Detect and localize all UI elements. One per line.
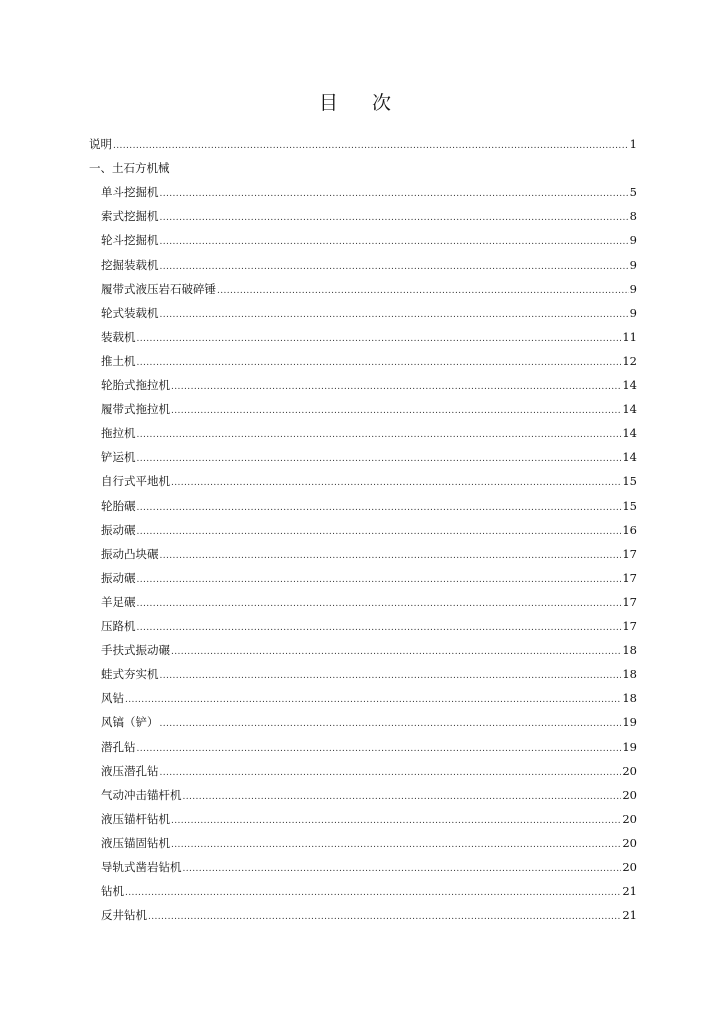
toc-entry-label: 说明 (89, 137, 112, 151)
toc-entry-label: 蛙式夯实机 (101, 667, 159, 682)
toc-leader-dots (137, 425, 622, 445)
toc-page-number: 16 (622, 522, 637, 537)
toc-leader-dots (125, 690, 621, 710)
toc-leader-dots (171, 811, 621, 831)
toc-leader-dots (160, 232, 629, 252)
toc-leader-dots (137, 329, 622, 349)
toc-page-number: 21 (622, 884, 637, 899)
toc-entry-label: 风镐（铲） (101, 715, 159, 730)
toc-entry-label: 轮胎碾 (101, 498, 136, 513)
toc-entry[interactable] (101, 712, 637, 732)
toc-page-number: 9 (629, 233, 637, 248)
toc-entry[interactable] (101, 351, 637, 371)
toc-leader-dots (137, 449, 622, 469)
toc-page-number: 19 (622, 739, 637, 754)
toc-page-number: 15 (622, 474, 637, 489)
toc-entry[interactable] (101, 640, 637, 660)
toc-entry-label: 履带式液压岩石破碎锤 (101, 281, 216, 296)
toc-entry[interactable] (101, 833, 637, 853)
toc-entry[interactable] (101, 279, 637, 299)
toc-entry-label: 轮式装载机 (101, 305, 159, 320)
toc-entry-label: 风钻 (101, 691, 124, 706)
toc-page-number: 21 (622, 908, 637, 923)
toc-entry[interactable] (101, 761, 637, 781)
toc-leader-dots (137, 570, 622, 590)
toc-entry-label: 振动碾 (101, 570, 136, 585)
toc-entry[interactable] (101, 496, 637, 516)
toc-entry-label: 单斗挖掘机 (101, 185, 159, 200)
toc-leader-dots (137, 353, 622, 373)
toc-entry[interactable] (101, 255, 637, 275)
toc-page-number: 14 (622, 378, 637, 392)
toc-leader-dots (217, 281, 629, 301)
toc-leader-dots (137, 618, 622, 638)
toc-page-number: 20 (622, 860, 637, 874)
page-title: 目 次 (318, 92, 406, 114)
toc-entry[interactable] (101, 520, 637, 540)
toc-entry-label: 铲运机 (101, 450, 136, 465)
toc-entry[interactable] (101, 616, 637, 636)
toc-entry[interactable] (101, 737, 637, 757)
toc-leader-dots (137, 522, 622, 542)
toc-entry-label: 潜孔钻 (101, 739, 136, 754)
toc-entry-label: 液压锚杆钻机 (101, 811, 170, 826)
toc-entry[interactable] (101, 447, 637, 467)
toc-entry[interactable] (101, 399, 637, 419)
toc-page-number: 1 (629, 137, 637, 151)
toc-entry-label: 导轨式凿岩钻机 (101, 860, 182, 874)
toc-leader-dots (183, 859, 622, 879)
toc-leader-dots (171, 835, 621, 855)
toc-leader-dots (160, 714, 622, 734)
toc-entry-label: 推土机 (101, 353, 136, 368)
toc-entry-label: 振动碾 (101, 522, 136, 537)
toc-page-number: 14 (622, 402, 637, 417)
toc-page-number: 18 (622, 643, 637, 658)
toc-entry-label: 液压潜孔钻 (101, 763, 159, 778)
toc-page-number: 19 (622, 715, 637, 730)
toc-page-number: 8 (629, 209, 637, 224)
toc-leader-dots (160, 546, 622, 566)
toc-page-number: 5 (629, 185, 637, 200)
toc-leader-dots (160, 666, 622, 686)
toc-entry-label: 振动凸块碾 (101, 546, 159, 561)
toc-page-number: 18 (622, 691, 637, 706)
toc-entry-label: 装载机 (101, 329, 136, 344)
toc-leader-dots (160, 305, 629, 325)
toc-entry[interactable] (101, 881, 637, 901)
toc-entry[interactable] (89, 134, 637, 154)
toc-entry[interactable] (101, 857, 637, 877)
toc-page-number: 9 (629, 305, 637, 320)
toc-entry[interactable] (101, 688, 637, 708)
toc-leader-dots (160, 257, 629, 277)
toc-page-number: 18 (622, 667, 637, 682)
toc-entry[interactable] (101, 375, 637, 395)
toc-entry-label: 履带式拖拉机 (101, 402, 170, 417)
toc-page-number: 14 (622, 426, 637, 441)
toc-leader-dots (137, 498, 622, 518)
toc-entry[interactable] (101, 327, 637, 347)
toc-entry[interactable] (101, 809, 637, 829)
toc-entry-label: 轮胎式拖拉机 (101, 378, 170, 392)
toc-page-number: 17 (622, 619, 637, 633)
toc-entry[interactable] (101, 230, 637, 250)
toc-entry[interactable] (101, 206, 637, 226)
toc-leader-dots (148, 907, 621, 927)
toc-page-number: 12 (622, 353, 637, 368)
toc-leader-dots (160, 208, 629, 228)
toc-entry-label: 压路机 (101, 619, 136, 633)
toc-entry[interactable] (101, 592, 637, 612)
toc-entry-label: 一、土石方机械 (89, 161, 170, 176)
toc-entry-label: 反井钻机 (101, 908, 147, 923)
toc-leader-dots (160, 763, 622, 783)
toc-leader-dots (137, 739, 622, 759)
toc-page-number: 11 (622, 329, 637, 344)
toc-entry[interactable] (101, 568, 637, 588)
toc-entry-label: 液压锚固钻机 (101, 835, 170, 850)
toc-leader-dots (183, 787, 622, 807)
toc-leader-dots (171, 473, 621, 493)
toc-entry-label: 钻机 (101, 884, 124, 899)
toc-leader-dots (160, 184, 629, 204)
toc-entry[interactable] (101, 544, 637, 564)
toc-leader-dots (171, 642, 621, 662)
toc-entry[interactable] (89, 158, 637, 178)
toc-leader-dots (171, 377, 621, 397)
toc-page-number: 14 (622, 450, 637, 465)
toc-leader-dots (113, 136, 629, 156)
toc-entry-label: 自行式平地机 (101, 474, 170, 489)
toc-entry-label: 拖拉机 (101, 426, 136, 441)
toc-page-number: 9 (629, 257, 637, 272)
toc-page-number: 17 (622, 594, 637, 609)
toc-page-number: 20 (622, 763, 637, 778)
toc-page-number: 17 (622, 546, 637, 561)
toc-page-number: 20 (622, 787, 637, 802)
toc-leader-dots (171, 401, 621, 421)
toc-entry[interactable] (101, 785, 637, 805)
toc-entry[interactable] (101, 664, 637, 684)
toc-page-number: 15 (622, 498, 637, 513)
toc-leader-dots (137, 594, 622, 614)
toc-page-number: 20 (622, 811, 637, 826)
toc-entry[interactable] (101, 905, 637, 925)
toc-page-number: 20 (622, 835, 637, 850)
toc-page-number: 9 (629, 281, 637, 296)
toc-entry-label: 气动冲击锚杆机 (101, 787, 182, 802)
toc-entry-label: 挖掘装载机 (101, 257, 159, 272)
toc-entry-label: 手扶式振动碾 (101, 643, 170, 658)
toc-entry-label: 羊足碾 (101, 594, 136, 609)
toc-page-number: 17 (622, 570, 637, 585)
toc-entry-label: 索式挖掘机 (101, 209, 159, 224)
toc-entry-label: 轮斗挖掘机 (101, 233, 159, 248)
toc-entry[interactable] (101, 423, 637, 443)
toc-entry[interactable] (101, 471, 637, 491)
toc-leader-dots (125, 883, 621, 903)
toc-entry[interactable] (101, 303, 637, 323)
toc-entry[interactable] (101, 182, 637, 202)
